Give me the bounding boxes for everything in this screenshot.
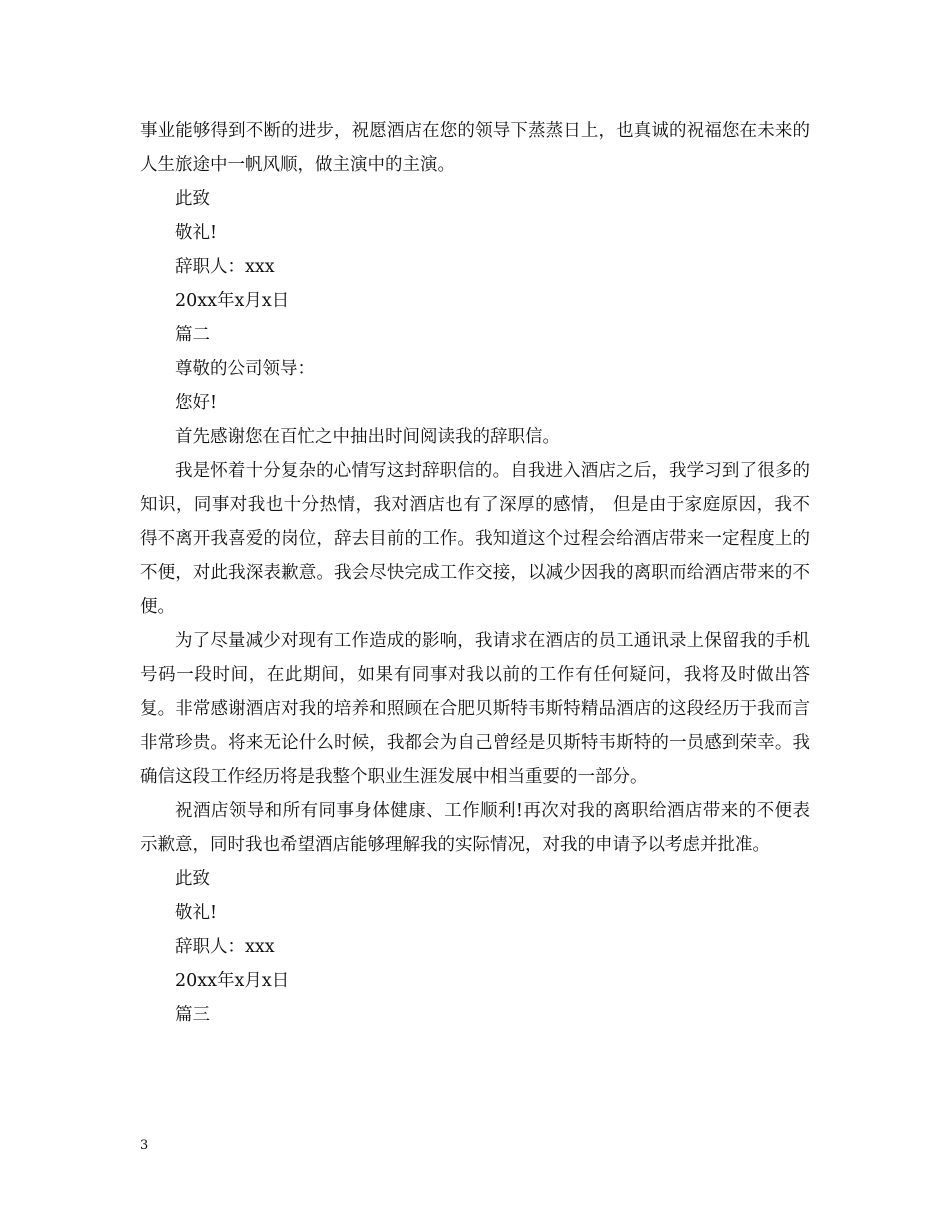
signature-date: 20xx年x月x日 (175, 971, 290, 991)
signature-resigner: 辞职人：xxx (175, 257, 275, 277)
signature-resigner: 辞职人：xxx (175, 937, 275, 957)
section-heading-part-three: 篇三 (175, 1005, 210, 1025)
closing-jingli: 敬礼! (175, 903, 218, 923)
section-heading-part-two: 篇二 (175, 325, 210, 345)
paragraph-wishes: 祝酒店领导和所有同事身体健康、工作顺利!再次对我的离职给酒店带来的不便表示歉意，同时我也希望酒店能够理解我的实际情况，对我的申请予以考虑并批准。 (140, 801, 810, 855)
closing-cizhi: 此致 (175, 869, 210, 889)
closing-cizhi: 此致 (175, 189, 210, 209)
salutation: 尊敬的公司领导： (175, 359, 315, 379)
paragraph-continued-wishes: 事业能够得到不断的进步，祝愿酒店在您的领导下蒸蒸日上，也真诚的祝福您在未来的人生旅途中一帆风顺，做主演中的主演。 (140, 121, 810, 175)
paragraph-thanks: 首先感谢您在百忙之中抽出时间阅读我的辞职信。 (175, 427, 560, 447)
document-body (140, 114, 810, 1032)
page-number: 3 (140, 1138, 149, 1153)
paragraph-contact: 为了尽量减少对现有工作造成的影响，我请求在酒店的员工通讯录上保留我的手机号码一段时间，在此期间，如果有同事对我以前的工作有任何疑问，我将及时做出答复。非常感谢酒店对我的培养和照顾在合肥贝斯特韦斯特精品酒店的这段经历于我而言非常珍贵。将来无论什么时候，我都会为自己曾经是贝斯特韦斯特的一员感到荣幸。我确信这段工作经历将是我整个职业生涯发展中相当重要的一部分。 (140, 631, 810, 787)
paragraph-reason: 我是怀着十分复杂的心情写这封辞职信的。自我进入酒店之后，我学习到了很多的知识，同事对我也十分热情，我对酒店也有了深厚的感情， 但是由于家庭原因，我不得不离开我喜爱的岗位，辞去目前的工作。我知道这个过程会给酒店带来一定程度上的不便，对此我深表歉意。我会尽快完成工作交接，以减少因我的离职而给酒店带来的不便。 (140, 461, 810, 617)
signature-date: 20xx年x月x日 (175, 291, 290, 311)
greeting: 您好! (175, 393, 218, 413)
closing-jingli: 敬礼! (175, 223, 218, 243)
